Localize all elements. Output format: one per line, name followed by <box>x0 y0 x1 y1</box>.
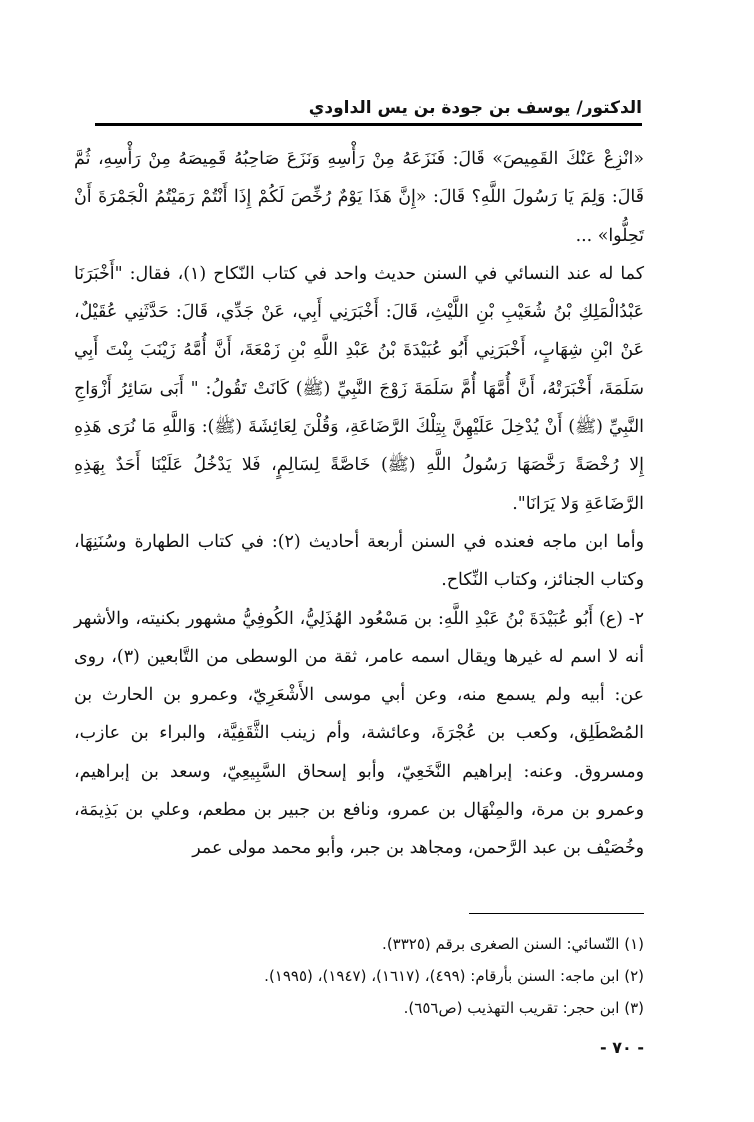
footnote-rule <box>469 913 644 914</box>
paragraph-ibn-majah: وأما ابن ماجه فعنده في السنن أربعة أحاديث (٢): في كتاب الطهارة وسُنَنِهَا، وكتاب الجنائز، وكتاب النِّكاح. <box>74 531 644 591</box>
paragraph-abu-ubaydah: ٢- (ع) أَبُو عُبَيْدَةَ بْنُ عَبْدِ اللَّهِ: بن مَسْعُود الهُذَلِيُّ، الكُوفِيُّ مشهور بكنيته، والأشهر أنه لا اسم له غيرها ويقال اسمه عامر، ثقة من الوسطى من التَّابعين (٣)، روى عن: أبيه ولم يسمع منه، وعن أبي موسى الأَشْعَرِيّ، وعمرو بن الحارث بن المُصْطَلِق، وكعب بن عُجْرَةَ، وعائشة، وأم زينب الثَّقَفِيَّة، والبراء بن عازب، ومسروق. وعنه: إبراهيم النَّخَعِيّ، وأبو إسحاق السَّبِيعِيّ، وسعد بن إبراهيم، وعمرو بن مرة، والمِنْهَال بن عمرو، ونافع بن جبير بن مطعم، وعلي بن بَذِيمَة، وخُصَيْف بن عبد الرَّحمن، ومجاهد بن جبر، وأبو محمد مولى عمر <box>74 608 644 859</box>
footnote-2: (٢) ابن ماجه: السنن بأرقام: (٤٩٩)، (١٦١٧)، (١٩٤٧)، (١٩٩٥). <box>264 967 644 985</box>
paragraph-hadith-ending: «انْزِعْ عَنْكَ القَمِيصَ» قَالَ: فَنَزَعَهُ مِنْ رَأْسِهِ وَنَزَعَ صَاحِبُهُ قَمِيصَهُ مِنْ رَأْسِهِ، ثُمَّ قَالَ: وَلِمَ يَا رَسُولَ اللَّهِ؟ قَالَ: «إِنَّ هَذَا يَوْمٌ رُخِّصَ لَكُمْ إِذَا أَنْتُمْ رَمَيْتُمُ الْجَمْرَةَ أَنْ تَحِلُّوا» ... <box>74 149 644 246</box>
footnote-3: (٣) ابن حجر: تقريب التهذيب (ص٦٥٦). <box>403 999 644 1017</box>
footnotes <box>100 928 644 1024</box>
running-header: الدكتور/ يوسف بن جودة بن يس الداودي <box>308 98 642 118</box>
page-number: - ٧٠ - <box>600 1038 644 1057</box>
footnote-1: (١) النّسائي: السنن الصغرى برقم (٣٣٢٥). <box>382 935 644 953</box>
header-rule <box>95 123 642 126</box>
main-text <box>74 140 644 868</box>
paragraph-nasai: كما له عند النسائي في السنن حديث واحد في كتاب النّكاح (١)، فقال: "أَخْبَرَنَا عَبْدُالْمَلِكِ بْنُ شُعَيْبِ بْنِ اللَّيْثِ، قَالَ: أَخْبَرَنِي أَبِي، عَنْ جَدِّي، قَالَ: حَدَّثَنِي عُقَيْلٌ، عَنْ ابْنِ شِهَابٍ، أَخْبَرَنِي أَبُو عُبَيْدَةَ بْنُ عَبْدِ اللَّهِ بْنِ زَمْعَةَ، أَنَّ أُمَّهُ زَيْنَبَ بِنْتَ أَبِي سَلَمَةَ، أَخْبَرَتْهُ، أَنَّ أُمَّهَا أُمَّ سَلَمَةَ زَوْجَ النَّبِيِّ (ﷺ) كَانَتْ تَقُولُ: " أَبَى سَائِرُ أَزْوَاجِ النَّبِيِّ (ﷺ) أَنْ يُدْخِلَ عَلَيْهِنَّ بِتِلْكَ الرَّضَاعَةِ، وَقُلْنَ لِعَائِشَةَ (ﷺ): وَاللَّهِ مَا نُرَى هَذِهِ إِلا رُخْصَةً رَخَّصَهَا رَسُولُ اللَّهِ (ﷺ) خَاصَّةً لِسَالِمٍ، فَلا يَدْخُلُ عَلَيْنَا أَحَدٌ بِهَذِهِ الرَّضَاعَةِ وَلا يَرَانَا". <box>74 263 645 514</box>
